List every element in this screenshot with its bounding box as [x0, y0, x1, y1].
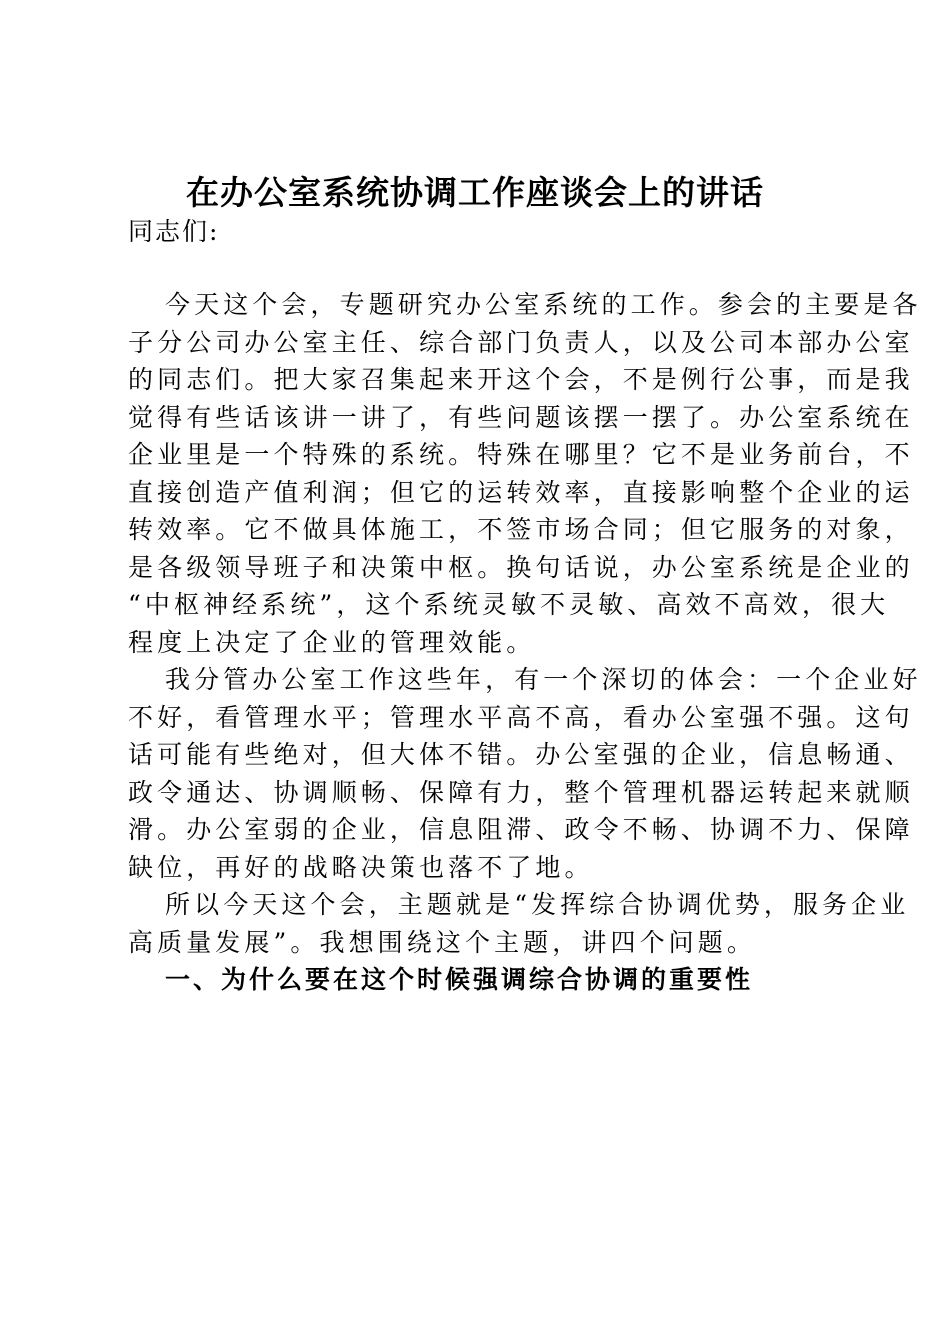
paragraph-line: 觉得有些话该讲一讲了，有些问题该摆一摆了。办公室系统在: [128, 402, 914, 432]
paragraph-line: 不好，看管理水平；管理水平高不高，看办公室强不强。这句: [128, 702, 914, 732]
document-body: [128, 212, 922, 999]
paragraph-2: [128, 661, 922, 886]
paragraph-line: 子分公司办公室主任、综合部门负责人，以及公司本部办公室: [128, 327, 914, 357]
document-title: 在办公室系统协调工作座谈会上的讲话: [186, 173, 764, 212]
paragraph-line: 是各级领导班子和决策中枢。换句话说，办公室系统是企业的: [128, 552, 914, 582]
paragraph-line: 政令通达、协调顺畅、保障有力，整个管理机器运转起来就顺: [128, 777, 914, 807]
paragraph-line: 转效率。它不做具体施工，不签市场合同；但它服务的对象，: [128, 515, 914, 544]
salutation: 同志们:: [128, 217, 220, 246]
paragraph-line: 的同志们。把大家召集起来开这个会，不是例行公事，而是我: [128, 365, 914, 394]
paragraph-line: 滑。办公室弱的企业，信息阻滞、政令不畅、协调不力、保障: [128, 815, 914, 844]
paragraph-line: 缺位，再好的战略决策也落不了地。: [128, 852, 594, 882]
paragraph-1: [128, 286, 922, 661]
paragraph-line: 高质量发展”。我想围绕这个主题，讲四个问题。: [128, 927, 756, 957]
paragraph-line: 话可能有些绝对，但大体不错。办公室强的企业，信息畅通、: [128, 740, 914, 769]
paragraph-line: 程度上决定了企业的管理效能。: [128, 627, 536, 657]
paragraph-line: “中枢神经系统”，这个系统灵敏不灵敏、高效不高效，很大: [128, 590, 890, 619]
paragraph-line: 我分管办公室工作这些年，有一个深切的体会：一个企业好: [165, 665, 922, 694]
section-heading: 一、为什么要在这个时候强调综合协调的重要性: [165, 965, 754, 994]
paragraph-line: 直接创造产值利润；但它的运转效率，直接影响整个企业的运: [128, 477, 914, 507]
paragraph-line: 今天这个会，专题研究办公室系统的工作。参会的主要是各: [165, 290, 922, 319]
paragraph-line: 企业里是一个特殊的系统。特殊在哪里？它不是业务前台，不: [128, 440, 914, 469]
paragraph-3: [128, 886, 910, 961]
paragraph-line: 所以今天这个会，主题就是“发挥综合协调优势，服务企业: [165, 890, 910, 919]
